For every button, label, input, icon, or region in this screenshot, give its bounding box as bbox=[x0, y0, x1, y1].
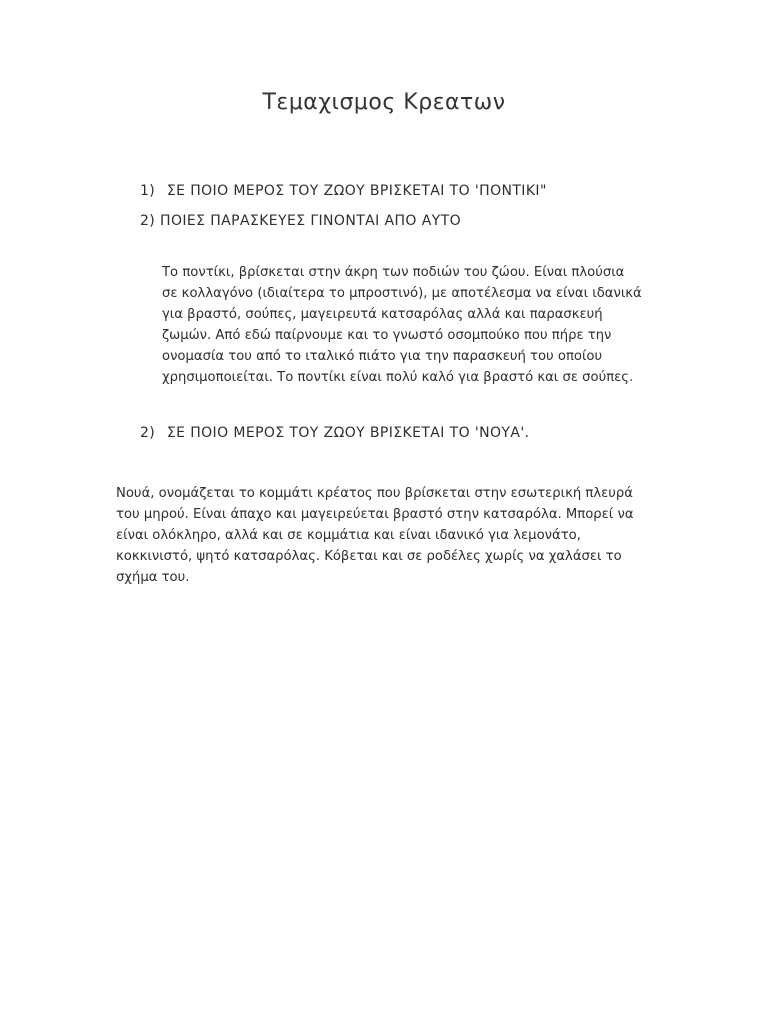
answer-1-paragraph bbox=[162, 262, 662, 388]
question-2-text: 2) ΠΟΙΕΣ ΠΑΡΑΣΚΕΥΕΣ ΓΙΝΟΝΤΑΙ ΑΠΟ ΑΥΤΟ bbox=[140, 213, 462, 229]
answer-1-line: χρησιμοποιείται. Το ποντίκι είναι πολύ καλό για βραστό και σε σούπες. bbox=[162, 370, 634, 385]
question-1-number: 1) bbox=[140, 183, 156, 199]
question-1-text: ΣΕ ΠΟΙΟ ΜΕΡΟΣ ΤΟΥ ΖΩΟΥ ΒΡΙΣΚΕΤΑΙ ΤΟ 'ΠΟΝΤΙΚΙ" bbox=[166, 183, 547, 199]
question-3-text: ΣΕ ΠΟΙΟ ΜΕΡΟΣ ΤΟΥ ΖΩΟΥ ΒΡΙΣΚΕΤΑΙ ΤΟ 'ΝΟΥΑ'. bbox=[166, 425, 530, 441]
page-title: Τεμαχισμος Κρεατων bbox=[262, 90, 506, 115]
answer-1-line: για βραστό, σούπες, μαγειρευτά κατσαρόλας αλλά και παρασκευή bbox=[162, 307, 603, 322]
answer-1-line: σε κολλαγόνο (ιδιαίτερα το μπροστινό), με αποτέλεσμα να είναι ιδανικά bbox=[162, 286, 642, 301]
question-1 bbox=[140, 183, 547, 199]
answer-2-line: σχήμα του. bbox=[116, 570, 190, 585]
question-3 bbox=[140, 425, 529, 441]
answer-1-line: ζωμών. Από εδώ παίρνουμε και το γνωστό οσομπούκο που πήρε την bbox=[162, 328, 612, 343]
answer-1-line: Το ποντίκι, βρίσκεται στην άκρη των ποδιών του ζώου. Είναι πλούσια bbox=[162, 265, 625, 280]
question-3-number: 2) bbox=[140, 425, 156, 441]
answer-2-line: κοκκινιστό, ψητό κατσαρόλας. Κόβεται και σε ροδέλες χωρίς να χαλάσει το bbox=[116, 549, 622, 564]
answer-1-line: ονομασία του από το ιταλικό πιάτο για την παρασκευή του οποίου bbox=[162, 349, 603, 364]
answer-2-line: είναι ολόκληρο, αλλά και σε κομμάτια και είναι ιδανικό για λεμονάτο, bbox=[116, 528, 581, 543]
answer-2-line: του μηρού. Είναι άπαχο και μαγειρεύεται βραστό στην κατσαρόλα. Μπορεί να bbox=[116, 507, 634, 522]
answer-2-paragraph bbox=[116, 483, 656, 588]
question-2 bbox=[140, 213, 461, 229]
answer-2-line: Νουά, ονομάζεται το κομμάτι κρέατος που βρίσκεται στην εσωτερική πλευρά bbox=[116, 486, 633, 501]
